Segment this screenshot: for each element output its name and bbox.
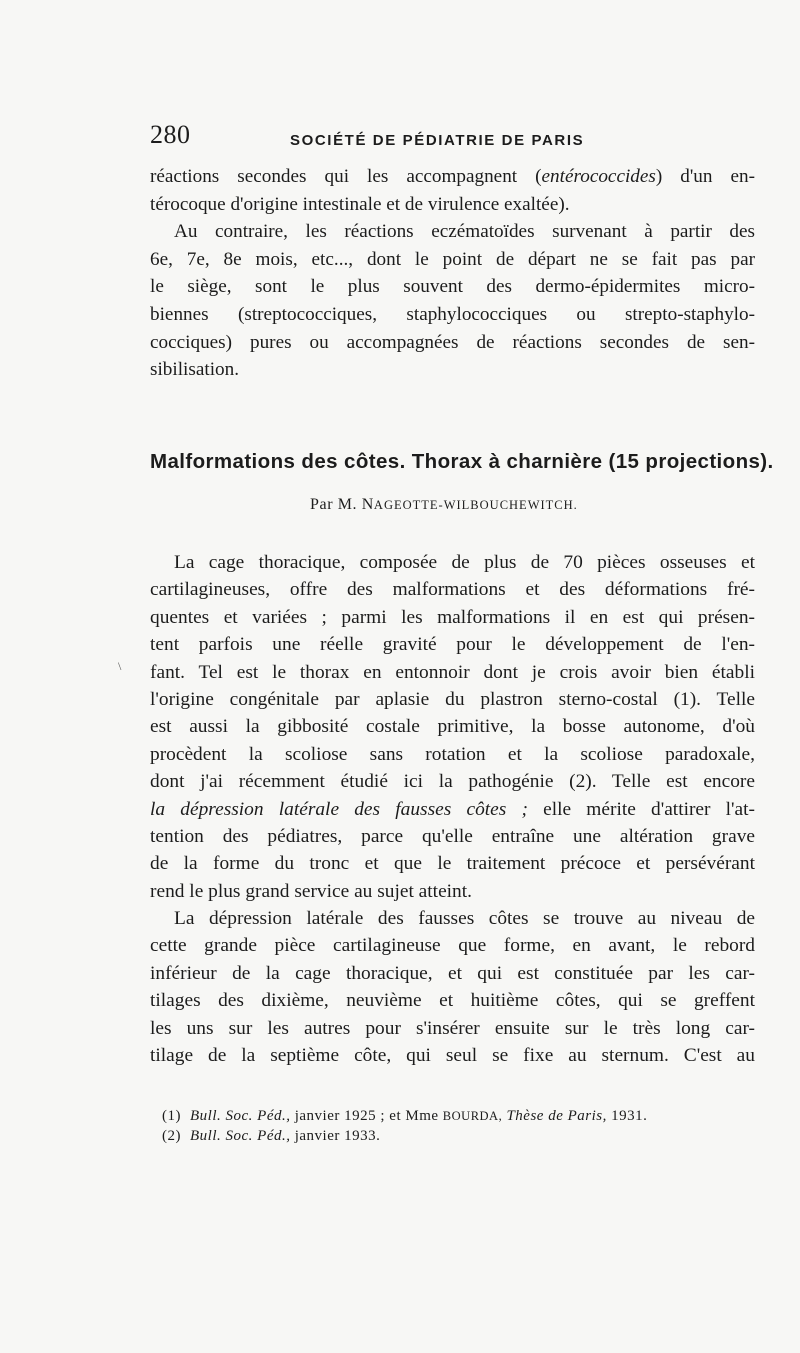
line-text: Au contraire, les réactions eczématoïdes survenant à partir des xyxy=(174,221,755,243)
line-text: est aussi la gibbosité costale primitive, la bosse autonome, d'où xyxy=(150,716,755,738)
text-line xyxy=(150,191,755,219)
line-text: rend le plus grand service au sujet atteint. xyxy=(150,880,472,902)
running-header xyxy=(150,120,755,156)
text-line xyxy=(150,301,755,329)
text-line xyxy=(150,850,755,877)
text-line xyxy=(150,631,755,658)
line-text: cette grande pièce cartilagineuse que forme, en avant, le rebord xyxy=(150,935,755,957)
page-number: 280 xyxy=(150,120,191,149)
line-text: réactions secondes qui les accompagnent ( xyxy=(150,166,542,187)
footnotes xyxy=(162,1106,762,1146)
text-line xyxy=(150,273,755,301)
line-text: 6e, 7e, 8e mois, etc..., dont le point de départ ne se fait pas par xyxy=(150,248,755,270)
line-text: de la forme du tronc et que le traitement précoce et persévérant xyxy=(150,853,755,875)
text-line xyxy=(150,905,755,932)
line-text: tilages des dixième, neuvième et huitième côtes, qui se greffent xyxy=(150,990,755,1012)
journal-title: SOCIÉTÉ DE PÉDIATRIE DE PARIS xyxy=(290,132,585,149)
line-text: tent parfois une réelle gravité pour le développement de l'en- xyxy=(150,634,755,656)
text-line xyxy=(150,878,755,905)
text-line xyxy=(150,576,755,603)
footnote-italic-a: Bull. Soc. Péd., xyxy=(190,1108,291,1124)
line-text: térocoque d'origine intestinale et de virulence exaltée). xyxy=(150,193,570,215)
text-line xyxy=(150,960,755,987)
line-text: le siège, sont le plus souvent des dermo-épidermites micro- xyxy=(150,276,755,298)
text-line xyxy=(150,796,755,823)
author-byline xyxy=(310,496,578,514)
text-line xyxy=(150,163,755,191)
margin-mark: \ xyxy=(118,659,122,673)
footnote-plain-a: janvier 1933. xyxy=(290,1128,381,1144)
text-line xyxy=(150,1042,755,1069)
line-text: ) d'un en- xyxy=(655,166,755,187)
author-initial: N xyxy=(361,496,374,513)
line-text: cartilagineuses, offre des malformations et des déformations fré- xyxy=(150,579,755,601)
section-heading: Malformations des côtes. Thorax à charnière (15 projections). xyxy=(150,450,774,473)
line-text: procèdent la scoliose sans rotation et la scoliose paradoxale, xyxy=(150,743,755,765)
line-text: les uns sur les autres pour s'insérer ensuite sur le très long car- xyxy=(150,1017,755,1039)
italic-text: la dépression latérale des fausses côtes ; xyxy=(150,798,528,820)
text-line xyxy=(150,549,755,576)
line-text: biennes (streptococciques, staphylococciques ou strepto-staphylo- xyxy=(150,303,755,325)
text-line xyxy=(150,741,755,768)
line-text: elle mérite d'attirer l'at- xyxy=(527,798,756,820)
footnote-smallcaps: BOURDA, xyxy=(442,1109,503,1123)
italic-text: entérococcides xyxy=(541,166,656,187)
footnote-mark: (2) xyxy=(162,1128,181,1144)
text-line xyxy=(150,604,755,631)
line-text: fant. Tel est le thorax en entonnoir dont je crois avoir bien établi xyxy=(150,661,755,683)
text-line xyxy=(150,823,755,850)
line-text: cocciques) pures ou accompagnées de réactions secondes de sen- xyxy=(150,331,755,353)
footnote xyxy=(162,1106,762,1126)
text-line xyxy=(150,356,755,384)
line-text: inférieur de la cage thoracique, et qui est constituée par les car- xyxy=(150,962,755,984)
footnote-italic-a: Bull. Soc. Péd., xyxy=(190,1128,291,1144)
line-text: sibilisation. xyxy=(150,359,240,381)
line-text: dont j'ai récemment étudié ici la pathogénie (2). Telle est encore xyxy=(150,771,755,793)
text-line xyxy=(150,768,755,795)
line-text: tention des pédiatres, parce qu'elle entraîne une altération grave xyxy=(150,825,755,847)
line-text: tilage de la septième côte, qui seul se fixe au sternum. C'est au xyxy=(150,1045,755,1067)
footnote-mark: (1) xyxy=(162,1108,181,1124)
text-line xyxy=(150,932,755,959)
footnote-plain-b: 1931. xyxy=(606,1108,648,1124)
footnote-plain-a: janvier 1925 ; et Mme xyxy=(290,1108,443,1124)
intro-paragraphs xyxy=(150,163,755,384)
text-line xyxy=(150,686,755,713)
author-prefix: Par M. xyxy=(310,496,362,513)
text-line xyxy=(150,1015,755,1042)
line-text: quentes et variées ; parmi les malformations il en est qui présen- xyxy=(150,606,755,628)
footnote xyxy=(162,1126,762,1146)
text-line xyxy=(150,713,755,740)
footnote-italic-b: Thèse de Paris, xyxy=(502,1108,607,1124)
line-text: l'origine congénitale par aplasie du plastron sterno-costal (1). Telle xyxy=(150,688,755,710)
text-line xyxy=(150,987,755,1014)
text-line xyxy=(150,218,755,246)
text-line xyxy=(150,246,755,274)
text-line xyxy=(150,329,755,357)
article-body xyxy=(150,549,755,1069)
line-text: La dépression latérale des fausses côtes se trouve au niveau de xyxy=(174,908,755,930)
author-name: AGEOTTE-WILBOUCHEWITCH. xyxy=(373,498,578,512)
line-text: La cage thoracique, composée de plus de 70 pièces osseuses et xyxy=(174,552,755,573)
text-line xyxy=(150,659,755,686)
